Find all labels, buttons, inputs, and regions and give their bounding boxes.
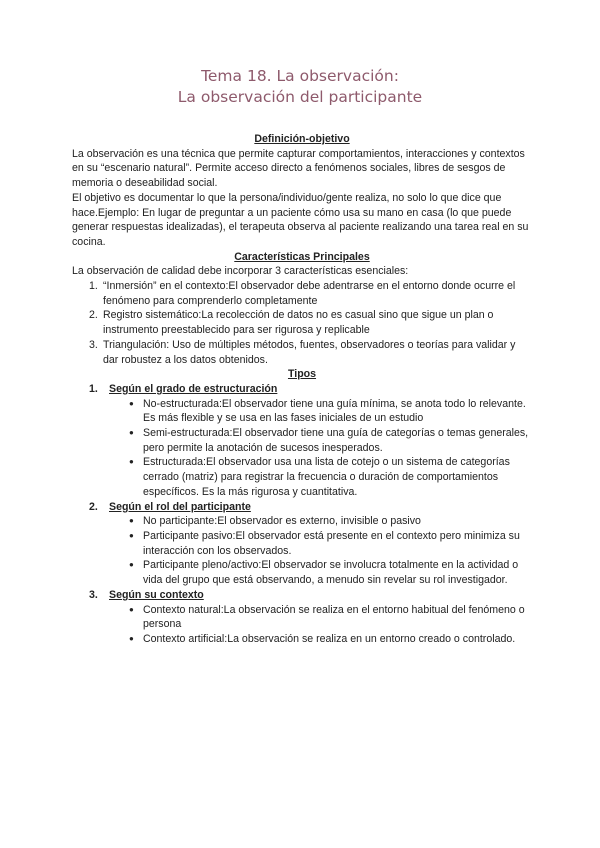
section-caracteristicas bbox=[72, 250, 532, 368]
tipo-number: 2. bbox=[89, 500, 98, 513]
list-item bbox=[72, 603, 532, 632]
tipo-list bbox=[72, 603, 532, 647]
list-item bbox=[72, 558, 532, 587]
list-item-number: 3. bbox=[89, 338, 98, 351]
list-item-text: Triangulación: Uso de múltiples métodos, fuentes, observadores o teorías para validar y dar robustez a los datos obtenidos. bbox=[103, 338, 516, 366]
bullet-icon: ● bbox=[129, 428, 134, 438]
list-item-text: Contexto natural:La observación se realiza en el entorno habitual del fenómeno o persona bbox=[143, 603, 525, 631]
definicion-paragraph-1: La observación es una técnica que permite capturar comportamientos, interacciones y contextos en su “escenario natural”. Permite acceso directo a fenómenos sociales, libres de sesgos de memoria o deseabilidad social. bbox=[72, 147, 525, 190]
list-item-number: 2. bbox=[89, 309, 98, 322]
bullet-icon: ● bbox=[129, 633, 134, 643]
tipo-list bbox=[72, 514, 532, 588]
caracteristicas-list bbox=[72, 279, 532, 367]
list-item bbox=[72, 455, 532, 499]
list-item bbox=[72, 514, 532, 529]
document-body bbox=[72, 132, 532, 647]
tipo-number: 1. bbox=[89, 382, 98, 395]
list-item bbox=[72, 338, 532, 367]
list-item-text: No participante:El observador es externo, invisible o pasivo bbox=[143, 515, 421, 528]
tipo-contexto bbox=[72, 588, 532, 647]
title-line-1: Tema 18. La observación: bbox=[201, 67, 399, 85]
tipo-estructuracion bbox=[72, 382, 532, 500]
list-item bbox=[72, 397, 532, 426]
tipo-heading bbox=[72, 382, 532, 397]
list-item-text: Semi-estructurada:El observador tiene una guía de categorías o temas generales, pero permite la anotación de sucesos inesperados. bbox=[143, 427, 529, 454]
list-item bbox=[72, 529, 532, 558]
bullet-icon: ● bbox=[129, 457, 134, 467]
caracteristicas-heading: Características Principales bbox=[234, 250, 370, 263]
tipo-heading bbox=[72, 588, 532, 603]
list-item bbox=[72, 426, 532, 455]
bullet-icon: ● bbox=[129, 516, 134, 526]
tipo-number: 3. bbox=[89, 588, 98, 601]
list-item-text: “Inmersión” en el contexto:El observador debe adentrarse en el entorno donde ocurre el fenómeno para comprenderlo completamente bbox=[103, 280, 516, 307]
list-item-text: Participante pleno/activo:El observador se involucra totalmente en la actividad o vida del grupo que está observando, a menudo sin revelar su rol investigador. bbox=[143, 559, 519, 587]
section-tipos bbox=[72, 367, 532, 646]
list-item bbox=[72, 308, 532, 337]
definicion-paragraph-2: El objetivo es documentar lo que la persona/individuo/gente realiza, no solo lo que dice que hace.Ejemplo: En lugar de preguntar a un paciente cómo usa su mano en casa (lo que puede generar respuestas idealizadas), el terapeuta observa al paciente realizando una tarea real en su cocina. bbox=[72, 191, 529, 248]
tipo-rol-participante bbox=[72, 500, 532, 588]
tipo-list bbox=[72, 397, 532, 500]
list-item-text: Contexto artificial:La observación se realiza en un entorno creado o controlado. bbox=[143, 632, 516, 645]
bullet-icon: ● bbox=[129, 604, 134, 614]
title-line-2: La observación del participante bbox=[177, 88, 423, 106]
tipo-label: Según el grado de estructuración bbox=[109, 382, 278, 395]
list-item-text: Estructurada:El observador usa una lista de cotejo o un sistema de categorías cerrado (matriz) para registrar la frecuencia o duración de comportamientos específicos. Es la más rigurosa y cuantitativa. bbox=[143, 456, 510, 498]
bullet-icon: ● bbox=[129, 530, 134, 540]
bullet-icon: ● bbox=[129, 560, 134, 570]
tipo-heading bbox=[72, 500, 532, 515]
tipo-label: Según el rol del participante bbox=[109, 500, 251, 513]
list-item-text: Participante pasivo:El observador está presente en el contexto pero minimiza su interacción con los observados. bbox=[143, 529, 520, 557]
list-item-text: Registro sistemático:La recolección de datos no es casual sino que sigue un plan o instrumento preestablecido para ser rigurosa y replicable bbox=[103, 309, 494, 337]
page-title bbox=[0, 66, 600, 108]
caracteristicas-intro: La observación de calidad debe incorporar 3 características esenciales: bbox=[72, 265, 409, 278]
definicion-heading: Definición-objetivo bbox=[254, 133, 350, 145]
tipos-heading: Tipos bbox=[287, 368, 317, 381]
list-item bbox=[72, 279, 532, 308]
list-item-number: 1. bbox=[89, 280, 98, 293]
bullet-icon: ● bbox=[129, 398, 134, 408]
tipo-label: Según su contexto bbox=[109, 588, 204, 601]
list-item-text: No-estructurada:El observador tiene una guía mínima, se anota todo lo relevante. Es más flexible y se usa en las fases iniciales de un estudio bbox=[143, 397, 526, 425]
list-item bbox=[72, 632, 532, 647]
section-definicion bbox=[72, 132, 532, 250]
